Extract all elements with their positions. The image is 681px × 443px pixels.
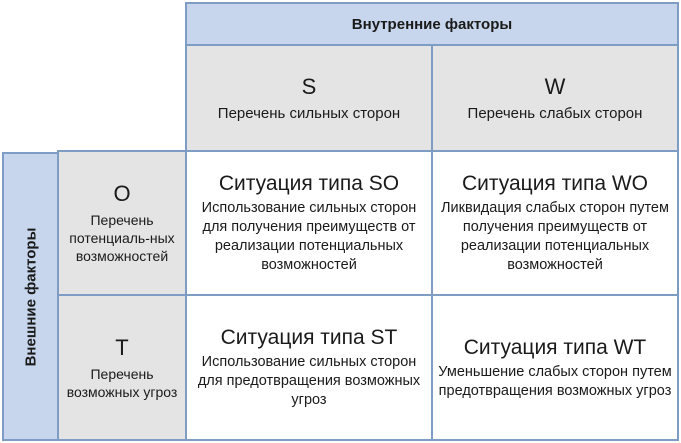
opportunities-cell [57,150,187,296]
situation-so-description: Использование сильных сторон для получения преимуществ от реализации потенциальных возможностей [201,200,417,273]
situation-wo-cell [431,150,679,296]
situation-wt-title: Ситуация типа WT [463,335,647,359]
weaknesses-letter: W [544,73,566,99]
threats-cell [57,294,187,441]
weaknesses-description: Перечень слабых сторон [467,104,643,122]
situation-wt-description: Уменьшение слабых сторон путем предотвращения возможных угроз [438,363,672,399]
weaknesses-cell [431,44,679,152]
strengths-cell [185,44,433,152]
internal-factors-header [185,2,679,46]
strengths-letter: S [301,73,317,99]
situation-wo-description: Ликвидация слабых сторон путем получения преимуществ от реализации потенциальных возможностей [441,200,669,273]
situation-st-cell [185,294,433,441]
situation-so-title: Ситуация типа SO [218,172,400,195]
situation-st-description: Использование сильных сторон для предотвращения возможных угроз [197,354,421,408]
internal-factors-label: Внутренние факторы [351,15,513,33]
threats-letter: T [115,334,129,360]
situation-so-cell [185,150,433,296]
situation-wo-title: Ситуация типа WO [461,172,649,195]
strengths-description: Перечень сильных сторон [217,104,401,122]
external-factors-header [2,152,59,441]
threats-description: Перечень возможных угроз [66,365,178,400]
external-factors-label: Внешние факторы [22,227,39,366]
opportunities-description: Перечень потенциаль-ных возможностей [69,212,175,264]
situation-st-title: Ситуация типа ST [220,326,398,349]
situation-wt-cell [431,294,679,441]
opportunities-letter: O [113,181,131,206]
